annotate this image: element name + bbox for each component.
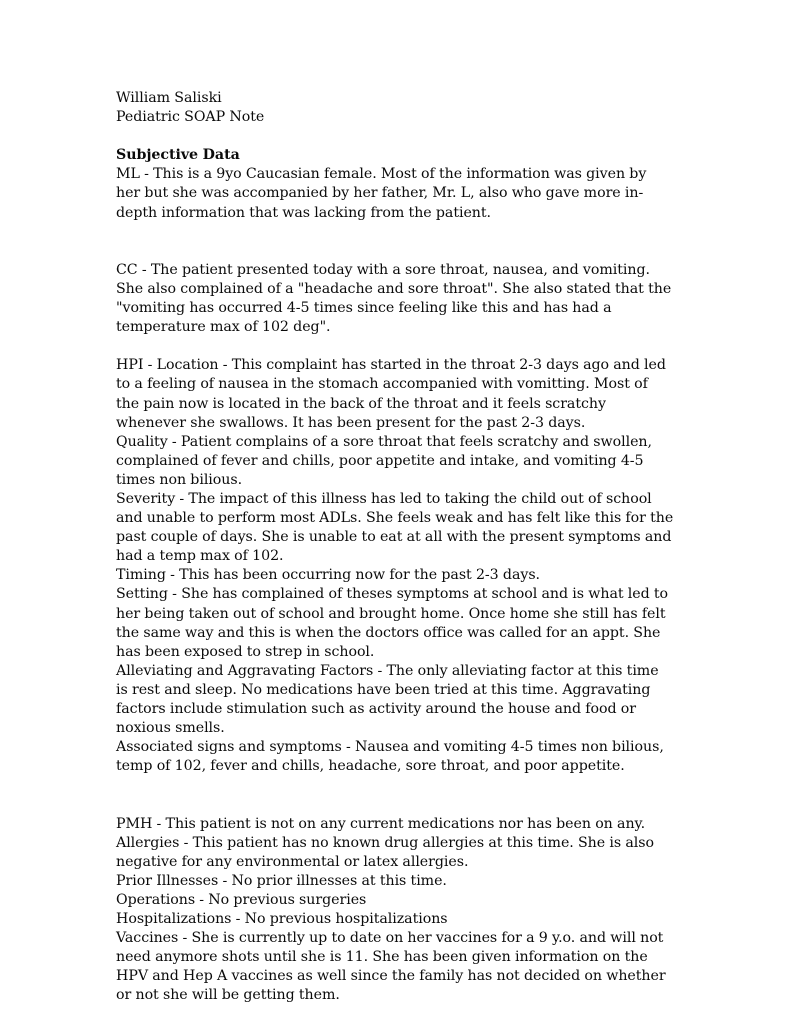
paragraph-hpi-associated-signs-symptoms: Associated signs and symptoms - Nausea and vomiting 4-5 times non bilious, temp of 102, fever and chills, headache, sore throat, and poor appetite. [116,739,669,775]
pmh-section [116,815,674,1006]
hpi-section [116,356,678,776]
paragraph-chief-complaint: CC - The patient presented today with a sore throat, nausea, and vomiting. She also complained of a "headache and sore throat". She also stated that the "vomiting has occurred 4-5 times since feeling like this and has had a temperature max of 102 deg". [116,261,676,336]
paragraph-vaccines: Vaccines - She is currently up to date on her vaccines for a 9 y.o. and will not need anymore shots until she is 11. She has been given information on the HPV and Hep A vaccines as well since the family has not decided on whether or not she will be getting them. [116,930,670,1004]
paragraph-operations: Operations - No previous surgeries [116,891,367,908]
document-title-block [116,89,674,127]
paragraph-chief-complaint-block [116,261,674,337]
paragraph-hpi-alleviating-aggravating-factors: Alleviating and Aggravating Factors - The only alleviating factor at this time is rest and sleep. No medications have been tried at this time. Aggravating factors include stimulation such as activity around the house and food or noxious smells. [116,662,663,737]
paragraph-hpi-setting: Setting - She has complained of theses symptoms at school and is what led to her being taken out of school and brought home. Once home she still has felt the same way and this is when the doctors office was called for an appt. She has been exposed to strep in school. [116,586,673,660]
paragraph-hpi-severity: Severity - The impact of this illness has led to taking the child out of school and unable to perform most ADLs. She feels weak and has felt like this for the past couple of days. She is unable to eat at all with the present symptoms and had a temp max of 102. [116,490,678,565]
spacer-after-hpi [116,776,674,795]
document-text-body [116,89,678,1006]
paragraph-hpi-quality: Quality - Patient complains of a sore throat that feels scratchy and swollen, complained of fever and chills, poor appetite and intake, and vomiting 4-5 times non bilious. [116,433,657,488]
paragraph-hpi-timing: Timing - This has been occurring now for the past 2-3 days. [116,567,541,584]
paragraph-hpi-location: HPI - Location - This complaint has started in the throat 2-3 days ago and led to a feeling of nausea in the stomach accompanied with vomitting. Most of the pain now is located in the back of the throat and it feels scratchy whenever she swallows. It has been present for the past 2-3 days. [116,357,671,431]
spacer-after-identification [116,223,674,242]
paragraph-identification: ML - This is a 9yo Caucasian female. Most of the information was given by her but she was accompanied by her father, Mr. L, also who gave more in-depth information that was lacking from the patient. [116,166,651,221]
document-type: Pediatric SOAP Note [116,109,265,126]
author-name: William Saliski [116,90,222,106]
paragraph-allergies: Allergies - This patient has no known drug allergies at this time. She is also negative for any environmental or latex allergies. [116,834,659,870]
section-heading-subjective-data: Subjective Data [116,147,240,164]
paragraph-hospitalizations: Hospitalizations - No previous hospitalizations [116,911,448,928]
paragraph-prior-illnesses: Prior Illnesses - No prior illnesses at this time. [116,872,447,889]
paragraph-pmh: PMH - This patient is not on any current medications nor has been on any. [116,815,646,832]
subjective-data-section [116,146,674,222]
